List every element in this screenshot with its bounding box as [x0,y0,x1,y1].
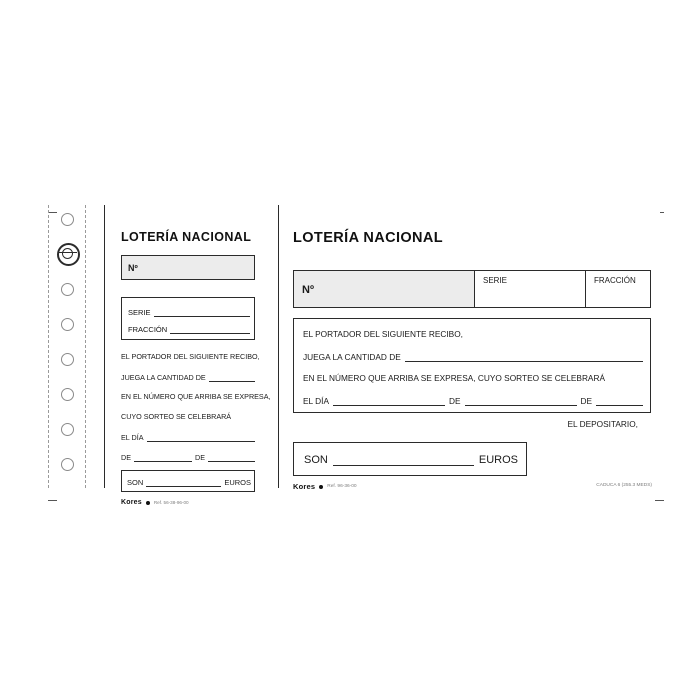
stub-amount-writeline[interactable] [209,372,255,382]
binding-hole [61,318,74,331]
perforation-line-left [48,205,49,488]
brand-dot-icon [146,501,150,505]
stub-eldia-label: EL DÍA [121,433,144,442]
binding-perforation-strip [48,205,86,488]
stub-serie-writeline[interactable] [154,307,250,317]
receipt-son-label: SON [304,454,328,466]
perforation-line-right [85,205,86,488]
lottery-stub-receipt [104,205,271,506]
receipt-title: LOTERÍA NACIONAL [293,230,444,246]
receipt-son-row[interactable] [304,453,518,466]
stub-article-reference: Ref. 56-38-96-00 [153,500,189,505]
stub-text-line-2[interactable] [121,372,255,382]
stub-text-line-2-label: JUEGA LA CANTIDAD DE [121,373,206,382]
stub-son-writeline[interactable] [146,477,221,487]
stub-euros-label: EUROS [224,478,251,487]
receipt-eldia-label: EL DÍA [303,396,329,406]
stub-brand-row [121,499,189,506]
stub-text-line-3: EN EL NÚMERO QUE ARRIBA SE EXPRESA, [121,392,271,401]
receipt-serie-cell[interactable] [475,271,586,307]
brand-dot-icon [319,485,323,489]
receipt-date-row[interactable] [303,395,643,406]
lottery-main-receipt [278,205,660,491]
binding-hole [61,388,74,401]
brand-logo: Kores [293,482,316,491]
receipt-text-line-1-label: EL PORTADOR DEL SIGUIENTE RECIBO, [303,329,463,339]
brand-logo: Kores [121,499,142,506]
binding-hole [61,458,74,471]
binding-hole [61,353,74,366]
spiral-binding-ring-icon [57,243,80,266]
stub-year-writeline[interactable] [208,452,255,462]
receipt-brand-row [293,482,357,491]
crop-mark-bottom-right [655,500,664,501]
stub-fraccion-writeline[interactable] [170,324,250,334]
stub-de-label-2: DE [195,453,205,462]
stub-number-label: Nº [128,263,138,273]
receipt-amount-label: JUEGA LA CANTIDAD DE [303,352,401,362]
stub-son-label: SON [127,478,144,487]
binding-hole [61,423,74,436]
receipt-de-label-2: DE [580,396,593,406]
receipt-fraccion-label: FRACCIÓN [594,276,636,285]
binding-hole [61,213,74,226]
receipt-article-reference: Ref. 96-36-00 [327,484,357,489]
stub-fraccion-label: FRACCIÓN [128,325,168,334]
stub-serie-row[interactable] [128,307,250,317]
stub-date-row-1[interactable] [121,432,255,442]
receipt-month-writeline[interactable] [465,395,577,406]
stub-text-line-4: CUYO SORTEO SE CELEBRARÁ [121,412,232,421]
receipt-amount-row[interactable] [303,351,643,362]
stub-day-writeline[interactable] [147,432,255,442]
stub-serie-fraccion-box [121,297,255,340]
stub-fraccion-row[interactable] [128,324,250,334]
receipt-caduca-note: CADUCA 6 (255.3 MEDS) [596,483,652,488]
receipt-day-writeline[interactable] [333,395,445,406]
receipt-fraccion-cell[interactable] [586,271,650,307]
receipt-text-line-1 [303,329,643,339]
stub-month-writeline[interactable] [134,452,192,462]
receipt-euros-label: EUROS [478,454,518,466]
stub-title: LOTERÍA NACIONAL [121,230,252,244]
receipt-amount-writeline[interactable] [405,351,643,362]
stub-son-row[interactable] [127,477,251,487]
stub-number-field[interactable] [121,255,255,280]
receipt-text-line-3-label: EN EL NÚMERO QUE ARRIBA SE EXPRESA, CUYO SORTEO SE CELEBRARÁ [303,373,605,383]
stub-serie-label: SERIE [128,308,151,317]
binding-hole [61,283,74,296]
receipt-text-line-3 [303,373,643,383]
receipt-son-writeline[interactable] [333,453,474,466]
receipt-de-label-1: DE [448,396,461,406]
receipt-body-box [293,318,651,413]
receipt-number-label: Nº [302,284,314,296]
stub-date-row-2[interactable] [121,452,255,462]
receipt-serie-label: SERIE [483,276,508,285]
receipt-son-box [293,442,527,476]
receipt-number-cell[interactable] [294,271,475,307]
receipt-year-writeline[interactable] [596,395,643,406]
receipt-header-table [293,270,651,308]
crop-mark-bottom-left [48,500,57,501]
stub-son-box [121,470,255,492]
receipt-depositario-label: EL DEPOSITARIO, [567,419,638,429]
stub-de-label-1: DE [121,453,131,462]
stub-text-line-1: EL PORTADOR DEL SIGUIENTE RECIBO, [121,352,260,361]
